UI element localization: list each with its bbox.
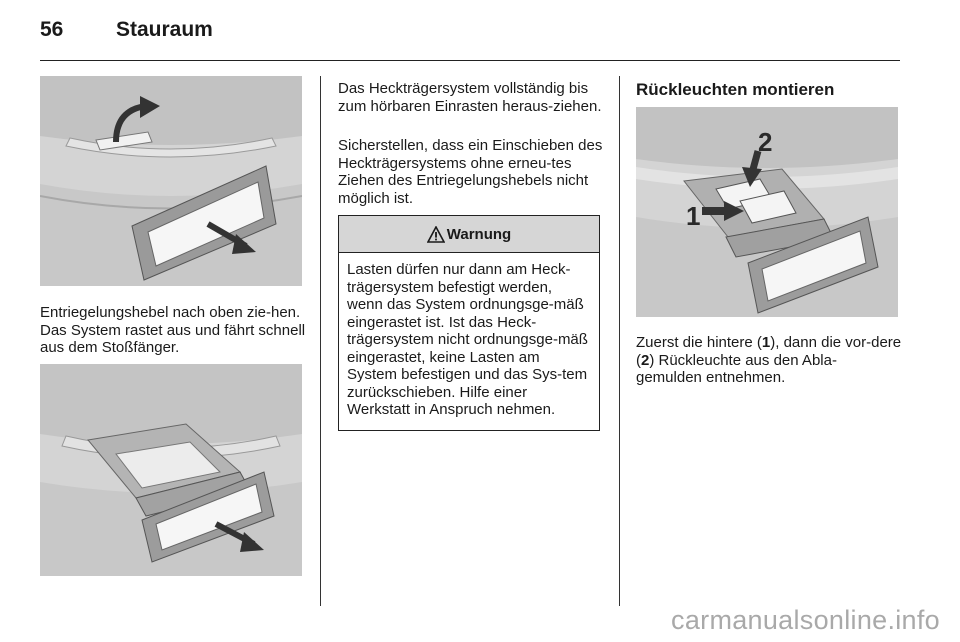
page-number: 56 <box>40 18 64 41</box>
figure-tail-lights <box>636 107 898 317</box>
warning-text: Lasten dürfen nur dann am Heck-trägersystem befestigt werden, wenn das System ordnungsge-mäß eingerastet ist. Ist das Heck-trägersystem nicht ordnungsge-mäß eingerastet, keine Lasten am System befestigen und das Sys-tem zurückschieben. Hilfe einer Werkstatt in Anspruch nehmen. <box>347 261 588 418</box>
caption-num-2: 2 <box>641 351 650 369</box>
figure-1-caption: Entriegelungshebel nach oben zie-hen. Das System rastet aus und fährt schnell aus dem Stoßfänger. <box>40 304 306 356</box>
header-rule <box>40 60 900 61</box>
paragraph-check: Sicherstellen, dass ein Einschieben des Heckträgersystems ohne erneu-tes Ziehen des Entriegelungshebels nicht möglich ist. <box>338 137 603 207</box>
caption-part-2: ), dann die vor-dere ( <box>636 334 902 369</box>
caption-part-3: ) Rückleuchte aus den Abla-gemulden entnehmen. <box>636 351 837 386</box>
warning-title: Warnung <box>446 225 512 243</box>
warning-triangle-icon <box>427 226 445 243</box>
warning-header <box>339 216 599 253</box>
callout-1: 1 <box>686 201 701 231</box>
warning-box <box>338 215 600 431</box>
figure-3-caption <box>636 334 902 387</box>
column-divider-1 <box>320 76 321 606</box>
figure-extended-carrier <box>40 364 302 576</box>
caption-part-1: Zuerst die hintere ( <box>636 334 762 351</box>
callout-2: 2 <box>758 127 773 157</box>
watermark[interactable]: carmanualsonline.info <box>671 605 940 635</box>
paragraph-extend: Das Heckträgersystem vollständig bis zum hörbaren Einrasten heraus-ziehen. <box>338 80 602 115</box>
column-divider-2 <box>619 76 620 606</box>
caption-num-1: 1 <box>761 334 771 351</box>
section-title: Rückleuchten montieren <box>636 80 835 99</box>
figure-release-lever <box>40 76 302 286</box>
page-title: Stauraum <box>116 18 213 41</box>
